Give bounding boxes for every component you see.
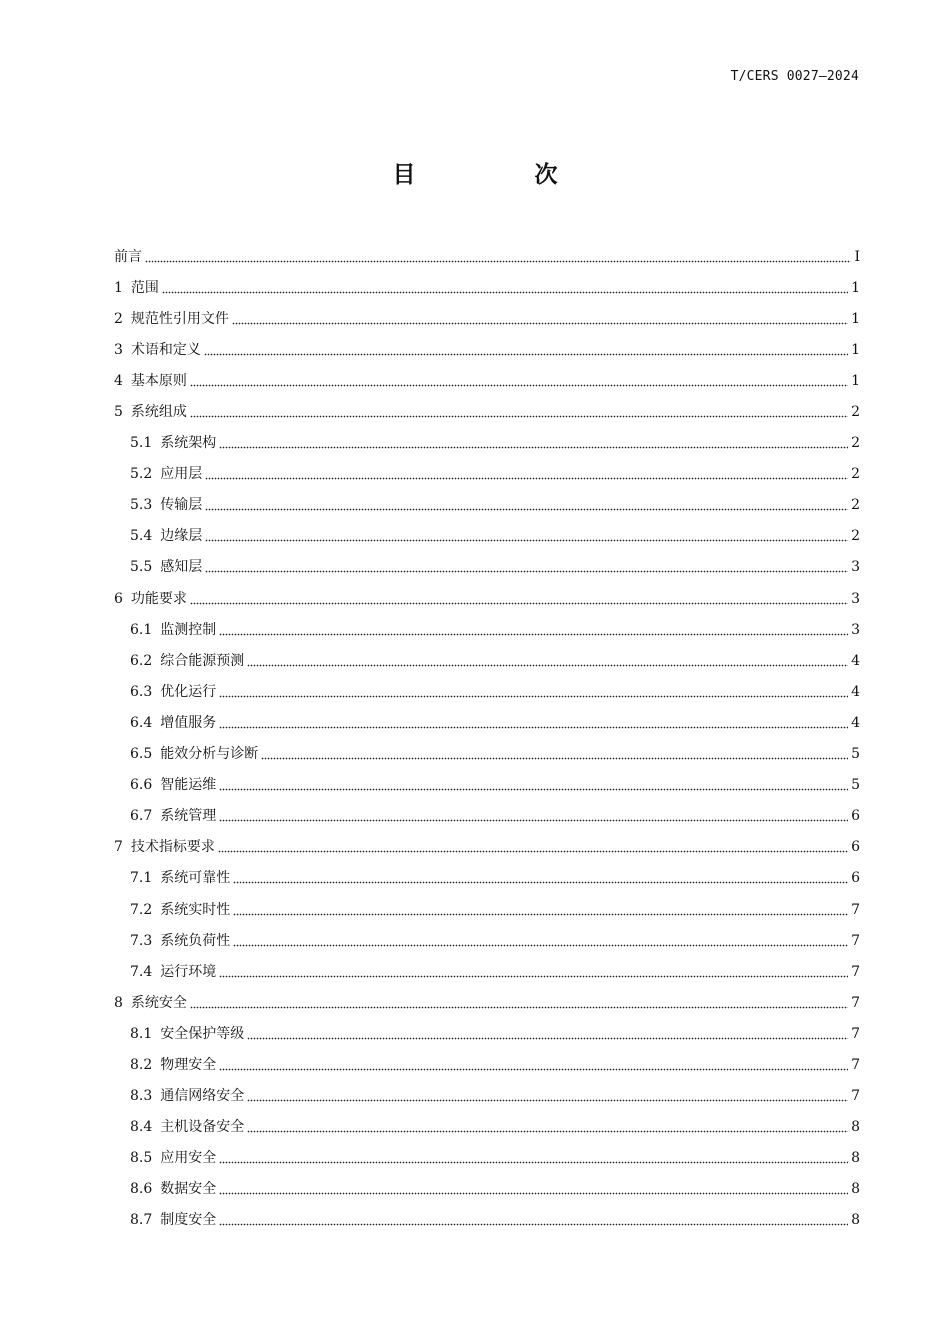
toc-entry[interactable]: [114, 396, 860, 427]
toc-entry-page: 6: [851, 808, 860, 825]
toc-entry-page: 1: [851, 372, 860, 389]
toc-entry[interactable]: [114, 863, 860, 894]
toc-entry-label: [114, 312, 229, 326]
toc-entry[interactable]: [114, 1049, 860, 1080]
toc-entry-page: 6: [851, 839, 860, 856]
dot-leader: [247, 1099, 848, 1102]
toc-entry-page: 3: [851, 590, 860, 607]
toc-entry-page: 1: [851, 341, 860, 358]
dot-leader: [219, 1192, 848, 1195]
dot-leader: [205, 477, 848, 480]
toc-entry-number: 8.7: [130, 1212, 153, 1229]
toc-entry-number: 7.2: [130, 901, 153, 918]
toc-entry-label: [114, 840, 215, 854]
toc-entry-page: 3: [851, 559, 860, 576]
toc-entry-number: 3: [114, 341, 123, 358]
toc-entry-label: [130, 778, 216, 792]
toc-entry[interactable]: [114, 645, 860, 676]
toc-entry-label: [130, 965, 216, 979]
toc-entry[interactable]: [114, 1018, 860, 1049]
toc-entry-title: 基本原则: [130, 372, 187, 389]
toc-entry[interactable]: [114, 490, 860, 521]
toc-entry-number: 8.2: [130, 1056, 153, 1073]
toc-entry-label: [130, 436, 216, 450]
toc-entry-page: 7: [851, 994, 860, 1011]
toc-entry-label: [130, 1151, 216, 1165]
toc-entry-number: 8.3: [130, 1088, 153, 1105]
toc-entry-page: 7: [851, 901, 860, 918]
toc-entry-number: 5.1: [130, 435, 153, 452]
dot-leader: [219, 788, 848, 791]
dot-leader: [219, 446, 848, 449]
toc-entry-number: 7.3: [130, 932, 153, 949]
toc-entry-page: 2: [851, 404, 860, 421]
toc-entry-title: 功能要求: [130, 590, 187, 607]
dot-leader: [219, 1068, 848, 1071]
toc-entry-page: 4: [851, 683, 860, 700]
toc-entry-page: 5: [851, 777, 860, 794]
toc-entry-label: [130, 1027, 244, 1041]
toc-entry-label: [114, 996, 187, 1010]
toc-entry-number: 6: [114, 590, 123, 607]
toc-entry-label: [130, 716, 216, 730]
toc-entry-number: 7.1: [130, 870, 153, 887]
dot-leader: [205, 539, 848, 542]
toc-entry-page: 7: [851, 963, 860, 980]
toc-entry-number: 7: [114, 839, 123, 856]
toc-entry[interactable]: [114, 1112, 860, 1143]
toc-entry-title: 规范性引用文件: [130, 310, 229, 327]
toc-entry-title: 通信网络安全: [160, 1088, 245, 1105]
toc-entry-page: 2: [851, 466, 860, 483]
toc-entry-number: 5.4: [130, 528, 153, 545]
toc-entry-title: 系统可靠性: [160, 870, 231, 887]
toc-entry-label: [130, 934, 230, 948]
toc-entry[interactable]: [114, 987, 860, 1018]
toc-entry[interactable]: [114, 770, 860, 801]
toc-entry[interactable]: [114, 334, 860, 365]
toc-entry[interactable]: [114, 1143, 860, 1174]
toc-entry-title: 系统架构: [160, 435, 217, 452]
toc-entry-number: 7.4: [130, 963, 153, 980]
toc-entry-label: [130, 654, 244, 668]
toc-entry-page: 4: [851, 652, 860, 669]
document-code: T/CERS 0027—2024: [730, 69, 859, 84]
toc-entry-label: [130, 1213, 216, 1227]
dot-leader: [219, 633, 848, 636]
toc-entry-page: 3: [851, 621, 860, 638]
toc-entry-number: 8.5: [130, 1150, 153, 1167]
toc-entry[interactable]: [114, 1174, 860, 1205]
dot-leader: [261, 757, 848, 760]
dot-leader: [162, 291, 848, 294]
toc-entry-title: 综合能源预测: [160, 652, 245, 669]
toc-entry-number: 2: [114, 310, 123, 327]
toc-entry-number: 8.6: [130, 1181, 153, 1198]
toc-entry-title: 物理安全: [160, 1056, 217, 1073]
dot-leader: [205, 570, 848, 573]
dot-leader: [219, 975, 848, 978]
toc-entry-number: 5.3: [130, 497, 153, 514]
toc-entry-page: 1: [851, 279, 860, 296]
toc-entry-label: [130, 1182, 216, 1196]
toc-entry[interactable]: [114, 303, 860, 334]
toc-entry-title: 术语和定义: [130, 341, 201, 358]
toc-entry-title: 技术指标要求: [130, 839, 215, 856]
toc-entry-page: 4: [851, 714, 860, 731]
toc-entry-label: [130, 871, 230, 885]
toc-entry[interactable]: [114, 1081, 860, 1112]
toc-entry-label: [130, 809, 216, 823]
toc-entry-title: 增值服务: [160, 714, 217, 731]
toc-entry-title: 智能运维: [160, 777, 217, 794]
toc-entry-label: [130, 498, 202, 512]
toc-entry-label: [130, 623, 216, 637]
toc-entry-title: 能效分析与诊断: [160, 746, 259, 763]
toc-entry-title: 范围: [130, 279, 159, 296]
dot-leader: [247, 1130, 848, 1133]
dot-leader: [233, 944, 848, 947]
toc-entry-page: 2: [851, 497, 860, 514]
toc-entry[interactable]: [114, 365, 860, 396]
dot-leader: [190, 384, 848, 387]
dot-leader: [219, 726, 848, 729]
toc-entry-label: [114, 281, 159, 295]
dot-leader: [219, 819, 848, 822]
toc-entry-page: 7: [851, 1088, 860, 1105]
toc-entry[interactable]: [114, 1205, 860, 1236]
toc-entry-title: 应用安全: [160, 1150, 217, 1167]
toc-entry-page: 6: [851, 870, 860, 887]
toc-entry-label: [130, 1089, 244, 1103]
toc-entry-page: 5: [851, 746, 860, 763]
toc-entry-label: [114, 343, 201, 357]
toc-entry-number: 5.5: [130, 559, 153, 576]
toc-entry-title: 优化运行: [160, 683, 217, 700]
toc-entry[interactable]: [114, 614, 860, 645]
dot-leader: [205, 508, 848, 511]
toc-entry-number: 6.1: [130, 621, 153, 638]
dot-leader: [232, 322, 848, 325]
dot-leader: [219, 1161, 848, 1164]
toc-entry-label: [114, 592, 187, 606]
toc-entry-title: 感知层: [160, 559, 203, 576]
toc-entry[interactable]: [114, 707, 860, 738]
toc-entry-title: 运行环境: [160, 963, 217, 980]
toc-entry[interactable]: [114, 676, 860, 707]
toc-entry-title: 前言: [114, 248, 142, 265]
toc-entry-label: [130, 1120, 244, 1134]
toc-entry-number: 1: [114, 279, 123, 296]
toc-entry-title: 系统组成: [130, 404, 187, 421]
toc-entry[interactable]: [114, 832, 860, 863]
toc-entry-page: 8: [851, 1119, 860, 1136]
toc-entry-page: 2: [851, 528, 860, 545]
toc-entry-label: [130, 560, 202, 574]
dot-leader: [190, 602, 848, 605]
toc-entry-label: [130, 903, 230, 917]
toc-entry-number: 5: [114, 404, 123, 421]
toc-entry-title: 边缘层: [160, 528, 203, 545]
toc-entry-number: 4: [114, 372, 123, 389]
toc-entry-title: 传输层: [160, 497, 203, 514]
toc-entry[interactable]: [114, 241, 860, 272]
toc-entry-title: 主机设备安全: [160, 1119, 245, 1136]
toc-entry-label: [130, 685, 216, 699]
toc-entry-page: 1: [851, 310, 860, 327]
toc-entry-page: 8: [851, 1212, 860, 1229]
toc-entry-title: 系统安全: [130, 994, 187, 1011]
toc-entry-title: 安全保护等级: [160, 1025, 245, 1042]
toc-entry[interactable]: [114, 552, 860, 583]
toc-entry[interactable]: [114, 459, 860, 490]
toc-entry-page: 8: [851, 1150, 860, 1167]
toc-entry-label: [130, 747, 258, 761]
toc-entry-number: 6.2: [130, 652, 153, 669]
toc-entry-number: 8: [114, 994, 123, 1011]
toc-entry[interactable]: [114, 521, 860, 552]
dot-leader: [218, 850, 848, 853]
toc-entry[interactable]: [114, 739, 860, 770]
dot-leader: [190, 415, 848, 418]
toc-entry-label: [130, 1058, 216, 1072]
dot-leader: [247, 1037, 848, 1040]
toc-entry-label: [130, 529, 202, 543]
toc-entry-label: [114, 405, 187, 419]
toc-entry[interactable]: [114, 801, 860, 832]
table-of-contents: [114, 241, 860, 1236]
toc-entry[interactable]: [114, 428, 860, 459]
toc-title: 目 次: [392, 162, 606, 188]
toc-entry-title: 系统负荷性: [160, 932, 231, 949]
toc-entry[interactable]: [114, 925, 860, 956]
toc-entry-page: 7: [851, 1025, 860, 1042]
dot-leader: [233, 913, 848, 916]
toc-entry-number: 6.4: [130, 714, 153, 731]
dot-leader: [219, 1223, 848, 1226]
dot-leader: [204, 353, 848, 356]
toc-entry-number: 6.5: [130, 746, 153, 763]
dot-leader: [145, 260, 851, 263]
dot-leader: [247, 664, 848, 667]
toc-entry-page: 2: [851, 435, 860, 452]
toc-entry-title: 数据安全: [160, 1181, 217, 1198]
toc-entry-title: 制度安全: [160, 1212, 217, 1229]
toc-entry-number: 5.2: [130, 466, 153, 483]
toc-entry[interactable]: [114, 583, 860, 614]
toc-entry-page: 7: [851, 932, 860, 949]
toc-entry-number: 6.7: [130, 808, 153, 825]
dot-leader: [219, 695, 848, 698]
toc-entry-number: 8.1: [130, 1025, 153, 1042]
toc-entry[interactable]: [114, 272, 860, 303]
toc-entry-page: 8: [851, 1181, 860, 1198]
toc-entry-page: I: [854, 248, 860, 265]
toc-entry-label: [114, 374, 187, 388]
toc-entry[interactable]: [114, 894, 860, 925]
toc-entry-label: [114, 250, 142, 264]
toc-entry-title: 系统管理: [160, 808, 217, 825]
toc-entry-title: 系统实时性: [160, 901, 231, 918]
toc-entry-number: 6.3: [130, 683, 153, 700]
toc-entry-number: 8.4: [130, 1119, 153, 1136]
dot-leader: [190, 1006, 848, 1009]
toc-entry-title: 监测控制: [160, 621, 217, 638]
dot-leader: [233, 881, 848, 884]
toc-entry-number: 6.6: [130, 777, 153, 794]
toc-entry[interactable]: [114, 956, 860, 987]
toc-entry-title: 应用层: [160, 466, 203, 483]
toc-entry-page: 7: [851, 1056, 860, 1073]
toc-entry-label: [130, 467, 202, 481]
